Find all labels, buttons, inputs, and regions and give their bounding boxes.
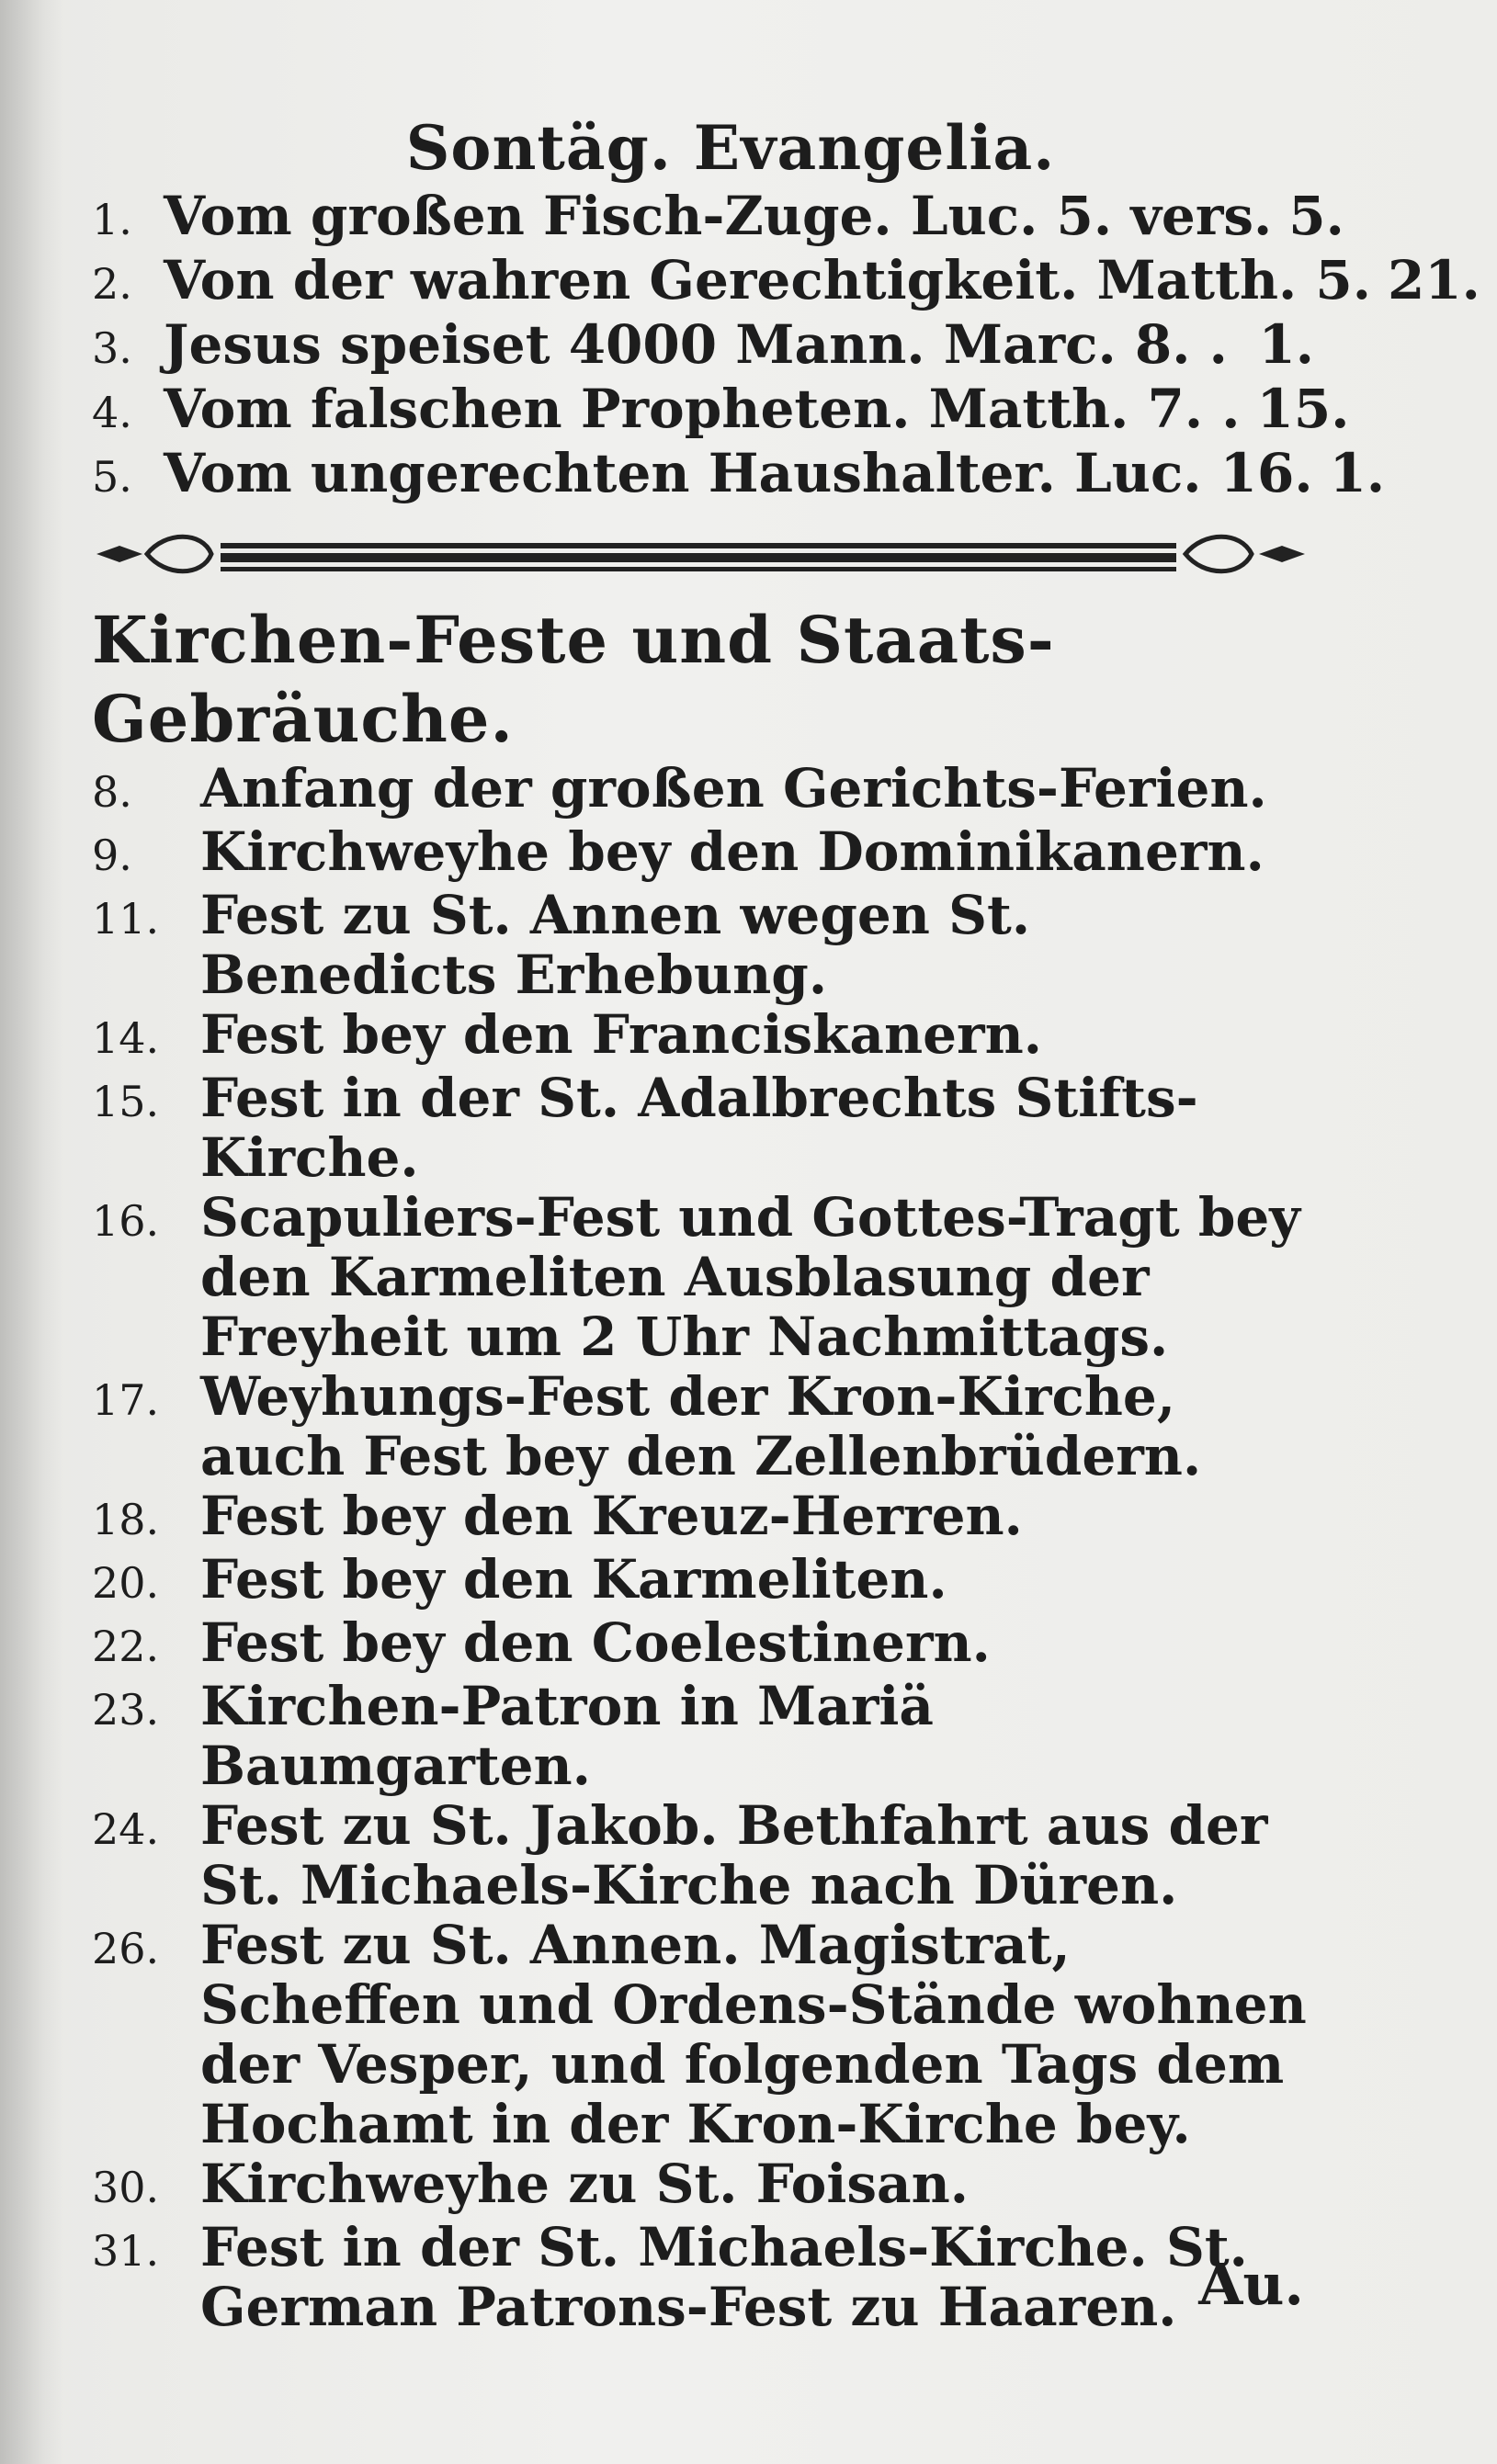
page-text (92, 110, 1480, 2338)
feast-day: 31. (92, 2226, 160, 2276)
entry-number: 2. (92, 259, 132, 309)
feasts-heading: Kirchen-Feste und Staats-Gebräuche. (92, 602, 1055, 757)
feast-text: Fest in der St. Michaels-Kirche. St. German Patrons-Fest zu Haaren. (200, 2216, 1248, 2338)
entry-text: Vom ungerechten Haushalter. Luc. 16. (164, 442, 1313, 504)
feast-day: 26. (92, 1924, 160, 1973)
entry-text: Jesus speiset 4000 Mann. Marc. 8. . (164, 313, 1228, 376)
entry-verse: 5. (1288, 185, 1344, 247)
ornament-rule-icon (92, 513, 1314, 595)
feast-text: Kirchweyhe bey den Dominikanern. (200, 820, 1265, 883)
feast-text: Fest bey den Coelestinern. (200, 1611, 991, 1674)
feast-text: Kirchweyhe zu St. Foisan. (200, 2153, 969, 2215)
feast-text: Kirchen-Patron in Mariä Baumgarten. (200, 1675, 935, 1797)
gospel-entry (92, 185, 1344, 250)
catchword: Au. (1198, 2251, 1304, 2318)
gospel-entry (92, 249, 1480, 314)
feast-text: Fest zu St. Annen. Magistrat, Scheffen und Ordens-Stände wohnen der Vesper, und folgenden Tags dem Hochamt in der Kron-Kirche bey. (200, 1914, 1307, 2155)
entry-number: 3. (92, 323, 132, 373)
feast-entry (92, 1796, 1314, 1916)
feast-entry (92, 1005, 1314, 1068)
entry-verse: 1. (1329, 442, 1386, 504)
feast-text: Fest bey den Franciskanern. (200, 1003, 1042, 1066)
gospel-entry (92, 378, 1350, 443)
feast-day: 30. (92, 2163, 160, 2212)
feast-entry (92, 1613, 1314, 1677)
feast-day: 8. (92, 767, 132, 817)
feast-day: 16. (92, 1196, 160, 1246)
entry-number: 4. (92, 388, 132, 437)
feast-text: Scapuliers-Fest und Gottes-Tragt bey den Karmeliten Ausblasung der Freyheit um 2 Uhr Nachmittags. (200, 1186, 1300, 1368)
feast-entry (92, 1677, 1314, 1796)
gutter-shadow (0, 0, 64, 2464)
feast-entry (92, 1486, 1314, 1550)
feast-entry (92, 1916, 1314, 2154)
ornamental-divider (92, 513, 1314, 595)
feast-text: Fest bey den Kreuz-Herren. (200, 1485, 1023, 1547)
entry-verse: 1. (1258, 313, 1314, 376)
entry-text: Vom großen Fisch-Zuge. Luc. 5. vers. (164, 185, 1273, 247)
entry-verse: 15. (1256, 378, 1350, 440)
gospels-heading: Sontäg. Evangelia. (405, 112, 1056, 184)
feast-entry (92, 2154, 1314, 2218)
entry-number: 1. (92, 195, 132, 244)
gospels-list (92, 185, 1480, 507)
feasts-list (92, 759, 1314, 2337)
gospel-entry (92, 314, 1314, 379)
entry-number: 5. (92, 452, 132, 502)
feast-text: Fest in der St. Adalbrechts Stifts-Kirche. (200, 1067, 1198, 1189)
feast-day: 14. (92, 1013, 160, 1063)
feast-day: 9. (92, 831, 132, 880)
feast-entry (92, 1550, 1314, 1613)
feast-entry (92, 1068, 1314, 1188)
feast-text: Anfang der großen Gerichts-Ferien. (200, 757, 1267, 819)
feast-day: 18. (92, 1495, 160, 1544)
feast-text: Fest bey den Karmeliten. (200, 1548, 947, 1611)
entry-text: Vom falschen Propheten. Matth. 7. . (164, 378, 1241, 440)
feast-entry (92, 1367, 1314, 1486)
feast-entry (92, 1188, 1314, 1367)
feast-entry (92, 822, 1314, 886)
entry-text: Von der wahren Gerechtigkeit. Matth. 5. (164, 249, 1371, 311)
entry-verse: 21. (1387, 249, 1480, 311)
feast-day: 15. (92, 1077, 160, 1126)
feast-entry (92, 759, 1314, 822)
gospel-entry (92, 442, 1386, 507)
feast-day: 22. (92, 1622, 160, 1671)
feast-day: 20. (92, 1558, 160, 1608)
feast-entry (92, 2218, 1314, 2337)
feast-day: 23. (92, 1685, 160, 1735)
feast-text: Weyhungs-Fest der Kron-Kirche, auch Fest bey den Zellenbrüdern. (200, 1365, 1202, 1487)
feast-day: 24. (92, 1804, 160, 1854)
feast-day: 11. (92, 894, 160, 944)
feast-entry (92, 886, 1314, 1005)
feast-text: Fest zu St. Annen wegen St. Benedicts Erhebung. (200, 884, 1031, 1006)
feast-text: Fest zu St. Jakob. Bethfahrt aus der St. Michaels-Kirche nach Düren. (200, 1794, 1268, 1916)
feast-day: 17. (92, 1375, 160, 1425)
